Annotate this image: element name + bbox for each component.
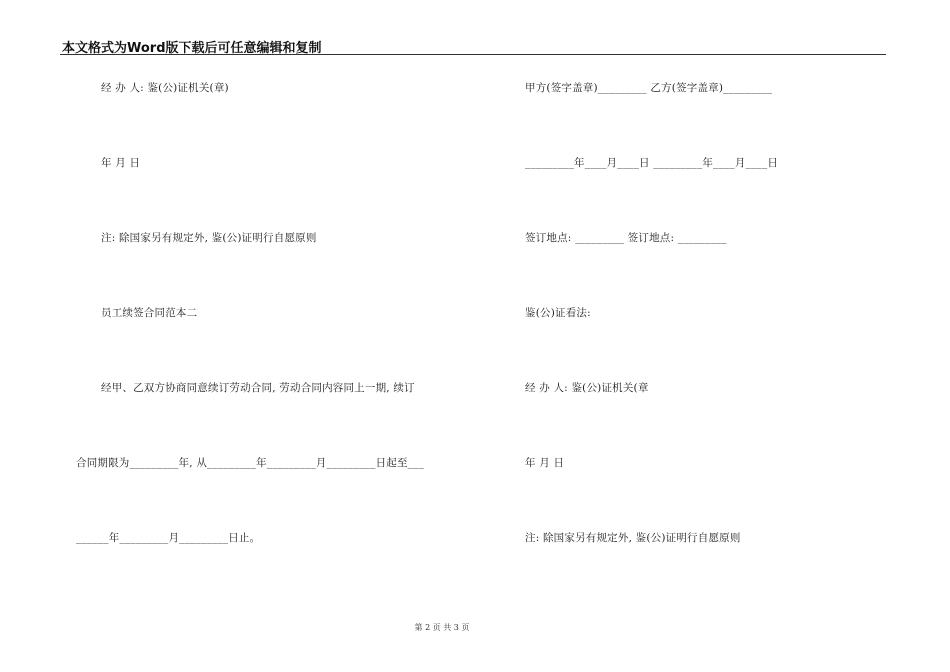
right-handler-line: 经 办 人: 鉴(公)证机关(章 (525, 382, 649, 394)
document-header-title: 本文格式为Word版下载后可任意编辑和复制 (62, 41, 322, 56)
header-divider (60, 54, 886, 55)
signature-line: 甲方(签字盖章)_________ 乙方(签字盖章)_________ (525, 82, 773, 94)
left-note-line: 注: 除国家另有规定外, 鉴(公)证明行自愿原则 (101, 232, 317, 244)
signature-date-line: _________年____月____日 _________年____月____日 (525, 157, 779, 169)
contract-term-line: 合同期限为_________年, 从_________年_________月_________日起至___ (76, 457, 425, 469)
contract-end-date-line: ______年_________月_________日止。 (76, 532, 261, 544)
notary-opinion-line: 鉴(公)证看法: (525, 307, 591, 319)
right-note-line: 注: 除国家另有规定外, 鉴(公)证明行自愿原则 (525, 532, 741, 544)
renewal-agreement-paragraph: 经甲、乙双方协商同意续订劳动合同, 劳动合同内容同上一期, 续订 (101, 382, 415, 394)
renewal-template-title: 员工续签合同范本二 (101, 307, 198, 319)
page-number-footer: 第 2 页 共 3 页 (414, 623, 470, 632)
right-date-line: 年 月 日 (525, 457, 565, 469)
left-date-line: 年 月 日 (101, 157, 141, 169)
signing-location-line: 签订地点: _________ 签订地点: _________ (525, 232, 727, 244)
left-handler-line: 经 办 人: 鉴(公)证机关(章) (101, 82, 229, 94)
